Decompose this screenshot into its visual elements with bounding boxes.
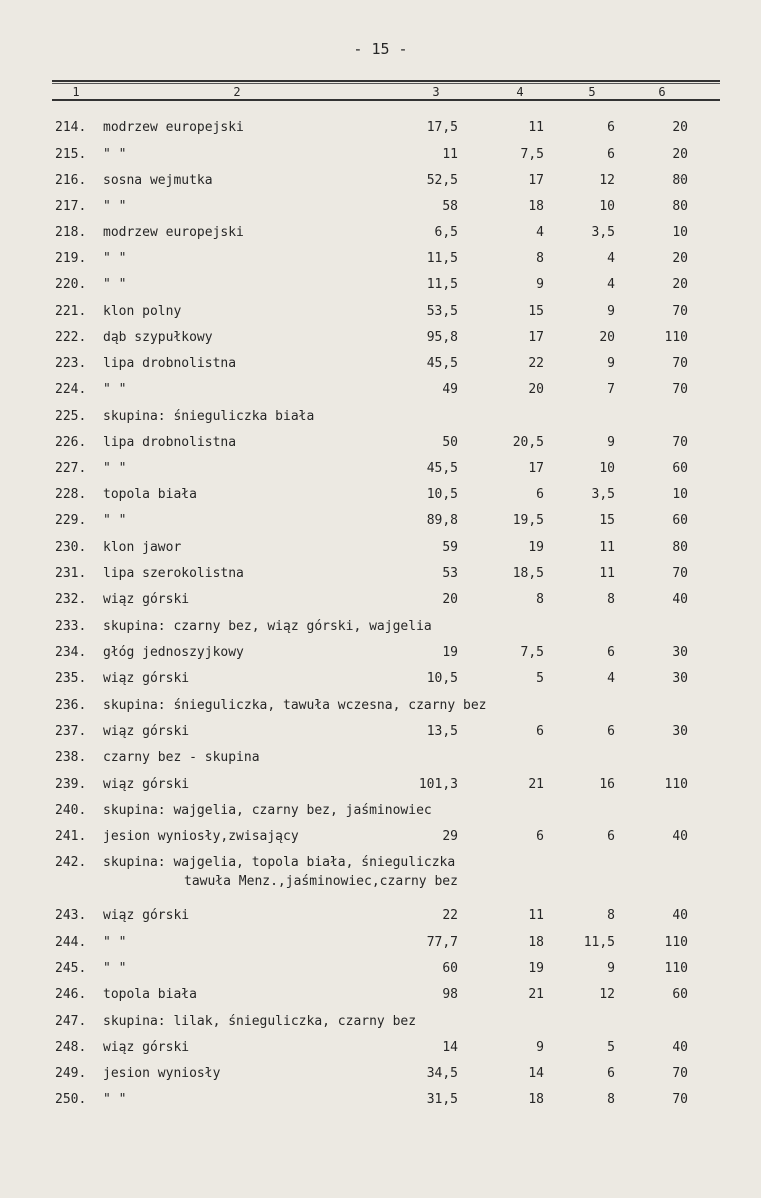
- row-number: 250.: [55, 1092, 87, 1107]
- row-number: 217.: [55, 199, 87, 214]
- row-value-col5: 8: [607, 592, 615, 607]
- table-row: [0, 829, 761, 849]
- row-value-col6: 20: [672, 147, 688, 162]
- row-value-col6: 10: [672, 225, 688, 240]
- row-value-col3: 10,5: [426, 671, 458, 686]
- row-value-col3: 58: [442, 199, 458, 214]
- page-number: - 15 -: [353, 40, 408, 58]
- table-row: [0, 724, 761, 744]
- row-value-col5: 9: [607, 304, 615, 319]
- table-row: [0, 908, 761, 928]
- row-species: skupina: wajgelia, czarny bez, jaśminowiec: [103, 803, 432, 818]
- table-row: [0, 803, 761, 823]
- row-value-col3: 20: [442, 592, 458, 607]
- row-number: 233.: [55, 619, 87, 634]
- row-value-col6: 30: [672, 724, 688, 739]
- row-value-col3: 53: [442, 566, 458, 581]
- row-value-col3: 101,3: [418, 777, 458, 792]
- row-species: wiąz górski: [103, 671, 190, 686]
- row-value-col5: 3,5: [591, 487, 615, 502]
- row-number: 230.: [55, 540, 87, 555]
- table-row: [0, 382, 761, 402]
- row-number: 231.: [55, 566, 87, 581]
- row-value-col5: 10: [599, 199, 615, 214]
- row-value-col4: 18,5: [512, 566, 544, 581]
- row-value-col3: 11,5: [426, 251, 458, 266]
- row-species: " ": [103, 199, 127, 214]
- table-row: [0, 173, 761, 193]
- row-value-col4: 14: [528, 1066, 544, 1081]
- row-number: 223.: [55, 356, 87, 371]
- row-value-col6: 110: [664, 961, 688, 976]
- row-species: wiąz górski: [103, 1040, 190, 1055]
- row-value-col4: 18: [528, 935, 544, 950]
- row-species: modrzew europejski: [103, 225, 244, 240]
- table-row: [0, 540, 761, 560]
- row-species: " ": [103, 251, 127, 266]
- row-value-col5: 9: [607, 961, 615, 976]
- row-number: 238.: [55, 750, 87, 765]
- row-value-col5: 11: [599, 540, 615, 555]
- row-value-col3: 6,5: [434, 225, 458, 240]
- row-value-col5: 11,5: [583, 935, 615, 950]
- table-row: [0, 409, 761, 429]
- table-header-rule: [52, 99, 720, 101]
- row-value-col6: 70: [672, 382, 688, 397]
- row-value-col3: 50: [442, 435, 458, 450]
- row-value-col4: 19,5: [512, 513, 544, 528]
- row-value-col4: 9: [536, 1040, 544, 1055]
- row-number: 236.: [55, 698, 87, 713]
- column-header-4: 4: [516, 85, 524, 99]
- row-number: 225.: [55, 409, 87, 424]
- row-value-col4: 5: [536, 671, 544, 686]
- row-value-col3: 19: [442, 645, 458, 660]
- row-value-col4: 22: [528, 356, 544, 371]
- row-value-col3: 11: [442, 147, 458, 162]
- row-species: skupina: śnieguliczka, tawuła wczesna, czarny bez: [103, 698, 487, 713]
- row-species: " ": [103, 1092, 127, 1107]
- row-species: dąb szypułkowy: [103, 330, 213, 345]
- row-value-col4: 18: [528, 1092, 544, 1107]
- row-value-col4: 8: [536, 592, 544, 607]
- row-number: 229.: [55, 513, 87, 528]
- table-row: [0, 1092, 761, 1112]
- row-species: skupina: wajgelia, topola biała, śnieguliczka: [103, 855, 456, 870]
- table-row: [0, 251, 761, 271]
- row-value-col5: 6: [607, 1066, 615, 1081]
- row-species: lipa drobnolistna: [103, 356, 237, 371]
- row-species: modrzew europejski: [103, 120, 244, 135]
- row-value-col3: 14: [442, 1040, 458, 1055]
- row-species: lipa szerokolistna: [103, 566, 244, 581]
- row-value-col4: 8: [536, 251, 544, 266]
- table-row: [0, 277, 761, 297]
- table-top-rule: [52, 80, 720, 82]
- row-value-col5: 6: [607, 147, 615, 162]
- row-value-col3: 31,5: [426, 1092, 458, 1107]
- row-value-col3: 10,5: [426, 487, 458, 502]
- row-value-col5: 20: [599, 330, 615, 345]
- row-value-col6: 20: [672, 120, 688, 135]
- row-242-continuation: tawuła Menz.,jaśminowiec,czarny bez: [184, 874, 458, 889]
- row-species: " ": [103, 935, 127, 950]
- row-number: 245.: [55, 961, 87, 976]
- row-value-col5: 3,5: [591, 225, 615, 240]
- row-value-col3: 89,8: [426, 513, 458, 528]
- row-value-col4: 21: [528, 987, 544, 1002]
- table-row: [0, 698, 761, 718]
- column-header-1: 1: [72, 85, 80, 99]
- row-value-col3: 13,5: [426, 724, 458, 739]
- row-value-col4: 21: [528, 777, 544, 792]
- row-number: 215.: [55, 147, 87, 162]
- row-species: wiąz górski: [103, 592, 190, 607]
- row-species: topola biała: [103, 487, 197, 502]
- table-row: [0, 1014, 761, 1034]
- table-row: [0, 1040, 761, 1060]
- row-value-col6: 80: [672, 173, 688, 188]
- row-value-col5: 9: [607, 356, 615, 371]
- row-number: 240.: [55, 803, 87, 818]
- table-row: [0, 1066, 761, 1086]
- row-value-col3: 49: [442, 382, 458, 397]
- row-number: 241.: [55, 829, 87, 844]
- row-value-col3: 22: [442, 908, 458, 923]
- row-species: skupina: czarny bez, wiąz górski, wajgelia: [103, 619, 432, 634]
- table-row: [0, 120, 761, 140]
- row-value-col5: 5: [607, 1040, 615, 1055]
- row-value-col6: 10: [672, 487, 688, 502]
- row-value-col5: 6: [607, 645, 615, 660]
- row-value-col3: 77,7: [426, 935, 458, 950]
- row-value-col6: 110: [664, 935, 688, 950]
- row-number: 243.: [55, 908, 87, 923]
- row-species: lipa drobnolistna: [103, 435, 237, 450]
- row-value-col4: 17: [528, 173, 544, 188]
- row-value-col4: 19: [528, 540, 544, 555]
- table-row: [0, 750, 761, 770]
- row-value-col3: 98: [442, 987, 458, 1002]
- row-species: " ": [103, 961, 127, 976]
- row-species: wiąz górski: [103, 777, 190, 792]
- row-number: 246.: [55, 987, 87, 1002]
- table-row: [0, 461, 761, 481]
- row-value-col3: 95,8: [426, 330, 458, 345]
- row-number: 220.: [55, 277, 87, 292]
- row-value-col3: 29: [442, 829, 458, 844]
- row-value-col4: 17: [528, 330, 544, 345]
- row-value-col4: 4: [536, 225, 544, 240]
- row-value-col3: 45,5: [426, 356, 458, 371]
- row-value-col4: 7,5: [520, 147, 544, 162]
- row-value-col6: 70: [672, 566, 688, 581]
- row-value-col5: 4: [607, 277, 615, 292]
- row-species: głóg jednoszyjkowy: [103, 645, 244, 660]
- row-value-col6: 40: [672, 1040, 688, 1055]
- row-value-col4: 17: [528, 461, 544, 476]
- row-value-col4: 20,5: [512, 435, 544, 450]
- row-value-col6: 80: [672, 540, 688, 555]
- column-header-3: 3: [432, 85, 440, 99]
- row-value-col4: 9: [536, 277, 544, 292]
- row-value-col6: 40: [672, 829, 688, 844]
- row-value-col4: 6: [536, 829, 544, 844]
- row-species: " ": [103, 382, 127, 397]
- row-number: 247.: [55, 1014, 87, 1029]
- row-number: 244.: [55, 935, 87, 950]
- row-value-col6: 40: [672, 592, 688, 607]
- row-number: 224.: [55, 382, 87, 397]
- row-value-col6: 70: [672, 435, 688, 450]
- table-row: [0, 199, 761, 219]
- row-value-col4: 20: [528, 382, 544, 397]
- row-value-col3: 34,5: [426, 1066, 458, 1081]
- row-value-col5: 12: [599, 987, 615, 1002]
- row-value-col3: 53,5: [426, 304, 458, 319]
- row-number: 242.: [55, 855, 87, 870]
- row-number: 248.: [55, 1040, 87, 1055]
- table-row: [0, 935, 761, 955]
- row-species: wiąz górski: [103, 908, 190, 923]
- row-value-col6: 110: [664, 330, 688, 345]
- row-value-col4: 15: [528, 304, 544, 319]
- table-row: [0, 330, 761, 350]
- row-number: 216.: [55, 173, 87, 188]
- row-value-col5: 11: [599, 566, 615, 581]
- row-number: 239.: [55, 777, 87, 792]
- row-value-col6: 80: [672, 199, 688, 214]
- row-number: 249.: [55, 1066, 87, 1081]
- row-value-col6: 70: [672, 356, 688, 371]
- table-row: [0, 513, 761, 533]
- row-value-col5: 10: [599, 461, 615, 476]
- table-row: [0, 619, 761, 639]
- row-species: czarny bez - skupina: [103, 750, 260, 765]
- table-row: [0, 356, 761, 376]
- table-row: [0, 487, 761, 507]
- column-header-2: 2: [233, 85, 241, 99]
- table-row: [0, 225, 761, 245]
- table-row: [0, 566, 761, 586]
- row-species: topola biała: [103, 987, 197, 1002]
- table-row: [0, 304, 761, 324]
- row-value-col6: 40: [672, 908, 688, 923]
- row-value-col5: 4: [607, 671, 615, 686]
- row-value-col5: 6: [607, 724, 615, 739]
- row-value-col3: 60: [442, 961, 458, 976]
- row-number: 228.: [55, 487, 87, 502]
- row-value-col6: 60: [672, 513, 688, 528]
- table-row: [0, 671, 761, 691]
- row-species: wiąz górski: [103, 724, 190, 739]
- row-value-col6: 20: [672, 277, 688, 292]
- row-value-col5: 8: [607, 908, 615, 923]
- row-value-col3: 45,5: [426, 461, 458, 476]
- row-number: 232.: [55, 592, 87, 607]
- row-value-col5: 9: [607, 435, 615, 450]
- column-header-6: 6: [658, 85, 666, 99]
- row-number: 226.: [55, 435, 87, 450]
- row-number: 221.: [55, 304, 87, 319]
- row-value-col4: 6: [536, 487, 544, 502]
- row-value-col5: 4: [607, 251, 615, 266]
- row-value-col4: 11: [528, 120, 544, 135]
- row-value-col6: 60: [672, 461, 688, 476]
- row-species: skupina: śnieguliczka biała: [103, 409, 315, 424]
- row-value-col5: 6: [607, 120, 615, 135]
- row-value-col4: 19: [528, 961, 544, 976]
- row-number: 234.: [55, 645, 87, 660]
- row-value-col6: 30: [672, 645, 688, 660]
- table-row: [0, 147, 761, 167]
- row-value-col6: 70: [672, 1092, 688, 1107]
- row-number: 237.: [55, 724, 87, 739]
- row-value-col6: 70: [672, 1066, 688, 1081]
- row-number: 227.: [55, 461, 87, 476]
- row-value-col4: 6: [536, 724, 544, 739]
- row-value-col5: 16: [599, 777, 615, 792]
- row-value-col5: 6: [607, 829, 615, 844]
- row-species: klon polny: [103, 304, 182, 319]
- row-species: jesion wyniosły: [103, 1066, 221, 1081]
- row-value-col5: 8: [607, 1092, 615, 1107]
- row-species: " ": [103, 147, 127, 162]
- table-row: [0, 855, 761, 875]
- row-number: 235.: [55, 671, 87, 686]
- row-value-col6: 30: [672, 671, 688, 686]
- row-value-col5: 7: [607, 382, 615, 397]
- row-value-col3: 11,5: [426, 277, 458, 292]
- table-top-rule-thin: [52, 83, 720, 84]
- row-value-col5: 15: [599, 513, 615, 528]
- row-species: sosna wejmutka: [103, 173, 213, 188]
- table-row: [0, 987, 761, 1007]
- row-value-col3: 52,5: [426, 173, 458, 188]
- row-number: 219.: [55, 251, 87, 266]
- row-species: " ": [103, 513, 127, 528]
- row-number: 222.: [55, 330, 87, 345]
- table-row: [0, 961, 761, 981]
- row-value-col6: 20: [672, 251, 688, 266]
- row-number: 218.: [55, 225, 87, 240]
- table-row: [0, 645, 761, 665]
- table-row: [0, 592, 761, 612]
- row-species: " ": [103, 461, 127, 476]
- row-value-col3: 17,5: [426, 120, 458, 135]
- row-value-col6: 60: [672, 987, 688, 1002]
- row-number: 214.: [55, 120, 87, 135]
- row-species: klon jawor: [103, 540, 182, 555]
- table-row: [0, 435, 761, 455]
- column-header-5: 5: [588, 85, 596, 99]
- row-value-col3: 59: [442, 540, 458, 555]
- row-value-col6: 70: [672, 304, 688, 319]
- row-value-col5: 12: [599, 173, 615, 188]
- table-row: [0, 777, 761, 797]
- row-species: " ": [103, 277, 127, 292]
- row-species: jesion wyniosły,zwisający: [103, 829, 299, 844]
- row-value-col6: 110: [664, 777, 688, 792]
- row-value-col4: 18: [528, 199, 544, 214]
- row-value-col4: 11: [528, 908, 544, 923]
- row-species: skupina: lilak, śnieguliczka, czarny bez: [103, 1014, 417, 1029]
- row-value-col4: 7,5: [520, 645, 544, 660]
